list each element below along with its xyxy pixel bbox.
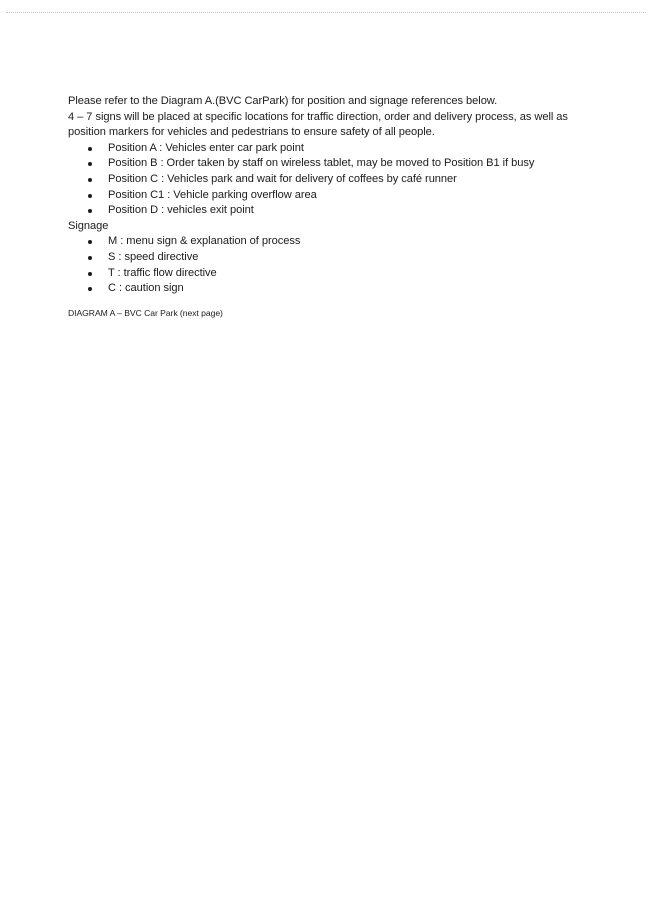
intro-line-1: Please refer to the Diagram A.(BVC CarPark) for position and signage references below. bbox=[68, 95, 498, 107]
bullet-icon bbox=[88, 209, 92, 213]
list-item-text: Position C1 : Vehicle parking overflow area bbox=[108, 188, 317, 201]
bullet-icon bbox=[88, 287, 92, 291]
bullet-icon bbox=[88, 240, 92, 244]
list-item bbox=[68, 250, 568, 266]
bullet-icon bbox=[88, 272, 92, 276]
signage-list bbox=[68, 234, 568, 296]
list-item bbox=[68, 203, 568, 219]
list-item-text: T : traffic flow directive bbox=[108, 266, 217, 279]
list-item bbox=[68, 156, 568, 172]
diagram-reference: DIAGRAM A – BVC Car Park (next page) bbox=[68, 307, 223, 318]
bullet-icon bbox=[88, 178, 92, 182]
list-item-text: Position D : vehicles exit point bbox=[108, 204, 254, 217]
signage-heading: Signage bbox=[68, 219, 109, 232]
list-item bbox=[68, 234, 568, 250]
list-item-text: Position C : Vehicles park and wait for delivery of coffees by café runner bbox=[108, 172, 457, 185]
list-item bbox=[68, 172, 568, 188]
list-item bbox=[68, 141, 568, 157]
positions-list bbox=[68, 141, 568, 219]
list-item-text: Position B : Order taken by staff on wireless tablet, may be moved to Position B1 if busy bbox=[108, 157, 535, 170]
list-item-text: C : caution sign bbox=[108, 282, 184, 295]
list-item-text: S : speed directive bbox=[108, 250, 199, 263]
bullet-icon bbox=[88, 256, 92, 260]
bullet-icon bbox=[88, 162, 92, 166]
intro-line-2: 4 – 7 signs will be placed at specific locations for traffic direction, order and delivery process, as well as position markers for vehicles and pedestrians to ensure safety of all people. bbox=[68, 110, 568, 139]
bullet-icon bbox=[88, 147, 92, 151]
list-item bbox=[68, 188, 568, 204]
list-item bbox=[68, 281, 568, 297]
list-item-text: Position A : Vehicles enter car park point bbox=[108, 141, 304, 154]
bullet-icon bbox=[88, 194, 92, 198]
list-item-text: M : menu sign & explanation of process bbox=[108, 235, 301, 248]
page-top-edge bbox=[6, 12, 646, 13]
document-body bbox=[68, 94, 568, 319]
list-item bbox=[68, 266, 568, 282]
